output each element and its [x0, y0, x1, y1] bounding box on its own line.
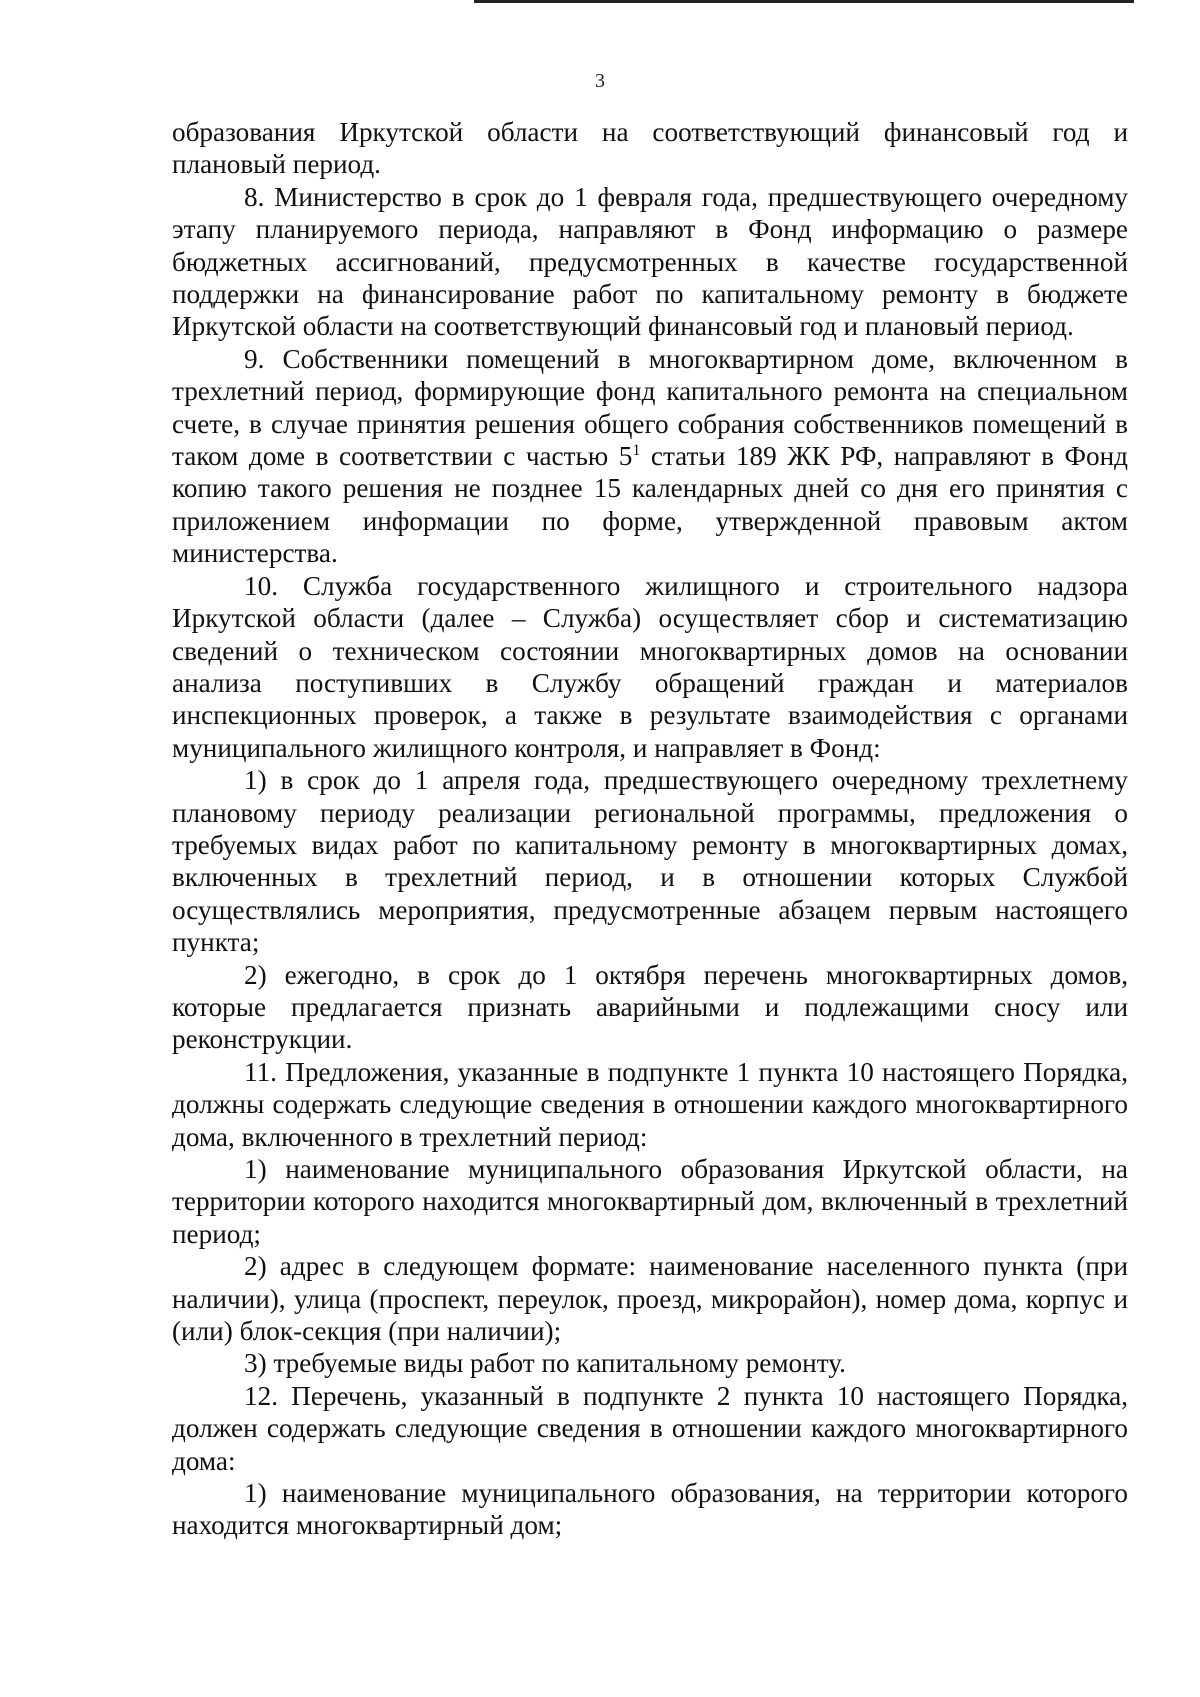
- paragraph-item-11: 11. Предложения, указанные в подпункте 1 пункта 10 настоящего Порядка, должны содержать следующие сведения в отношении каждого многоквартирного дома, включенного в трехлетний период:: [172, 1056, 1128, 1152]
- paragraph-item-10: 10. Служба государственного жилищного и строительного надзора Иркутской области (далее – Служба) осуществляет сбор и систематизацию сведений о техническом состоянии многоквартирных домов на основании анализа поступивших в Службу обращений граждан и материалов инспекционных проверок, а также в результате взаимодействия с органами муниципального жилищного контроля, и направляет в Фонд:: [172, 570, 1128, 763]
- paragraph-item-11-3: 3) требуемые виды работ по капитальному ремонту.: [244, 1348, 846, 1379]
- paragraph-item-8: 8. Министерство в срок до 1 февраля года, предшествующего очередному этапу планируемого периода, направляют в Фонд информацию о размере бюджетных ассигнований, предусмотренных в качестве государственной поддержки на финансирование работ по капитальному ремонту в бюджете Иркутской области на соответствующий финансовый год и плановый период.: [172, 181, 1128, 342]
- paragraph-item-10-1: 1) в срок до 1 апреля года, предшествующего очередному трехлетнему плановому периоду реализации региональной программы, предложения о требуемых видах работ по капитальному ремонту в многоквартирных домах, включенных в трехлетний период, и в отношении которых Службой осуществлялись мероприятия, предусмотренные абзацем первым настоящего пункта;: [172, 765, 1128, 958]
- top-border-line: [474, 0, 1134, 3]
- document-body: [172, 116, 1128, 1542]
- page-number: 3: [595, 70, 605, 92]
- paragraph-item-11-1: 1) наименование муниципального образования Иркутской области, на территории которого находится многоквартирный дом, включенный в трехлетний период;: [172, 1154, 1128, 1249]
- paragraph-item-11-2: 2) адрес в следующем формате: наименование населенного пункта (при наличии), улица (проспект, переулок, проезд, микрорайон), номер дома, корпус и (или) блок-секция (при наличии);: [172, 1251, 1128, 1347]
- paragraph-item-12: 12. Перечень, указанный в подпункте 2 пункта 10 настоящего Порядка, должен содержать следующие сведения в отношении каждого многоквартирного дома:: [172, 1380, 1128, 1476]
- superscript-1: 1: [632, 442, 641, 459]
- paragraph-item-12-1: 1) наименование муниципального образования, на территории которого находится многоквартирный дом;: [172, 1478, 1128, 1541]
- paragraph-continuation: образования Иркутской области на соответствующий финансовый год и плановый период.: [172, 117, 1128, 180]
- paragraph-item-9-text-b: статьи 189 ЖК РФ, направляют в Фонд копию такого решения не позднее 15 календарных дней со дня его принятия с приложением информации по форме, утвержденной правовым актом министерства.: [172, 441, 1128, 569]
- paragraph-item-9-text-a: 9. Собственники помещений в многоквартирном доме, включенном в трехлетний период, формирующие фонд капитального ремонта на специальном счете, в случае принятия решения общего собрания собственников помещений в таком доме в соответствии с частью 5: [172, 343, 1128, 472]
- paragraph-item-9: [172, 343, 1128, 570]
- paragraph-item-10-2: 2) ежегодно, в срок до 1 октября перечень многоквартирных домов, которые предлагается признать аварийными и подлежащими сносу или реконструкции.: [172, 959, 1128, 1055]
